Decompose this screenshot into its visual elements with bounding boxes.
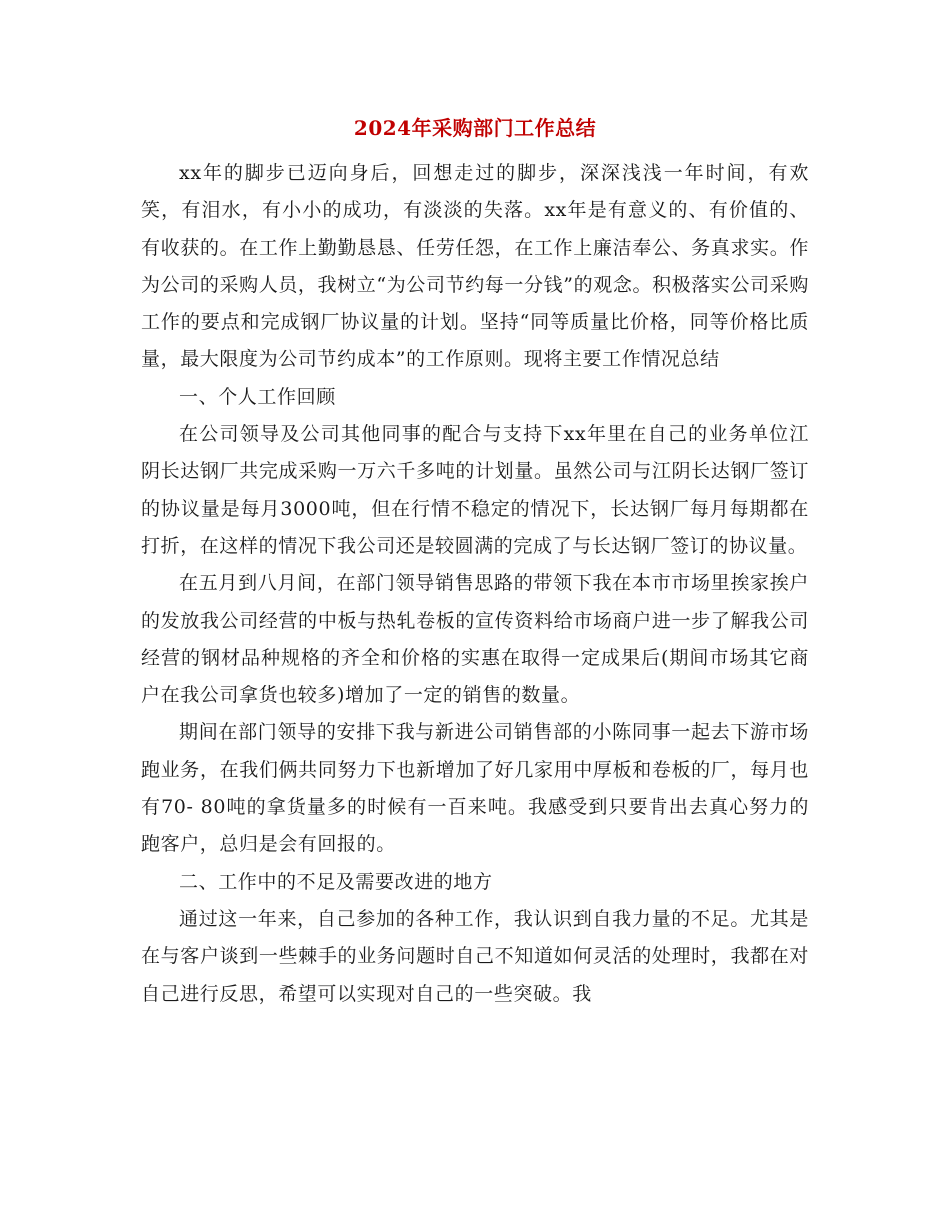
paragraph-reflection: 通过这一年来，自己参加的各种工作，我认识到自我力量的不足。尤其是在与客户谈到一些棘手的业务问题时自己不知道如何灵活的处理时，我都在对自己进行反思，希望可以实现对自己的一些突破。我 xyxy=(141,907,809,1005)
paragraph-procurement: 在公司领导及公司其他同事的配合与支持下xx年里在自己的业务单位江阴长达钢厂共完成采购一万六千多吨的计划量。虽然公司与江阴长达钢厂签订的协议量是每月3000吨，但在行情不稳定的情况下，长达钢厂每月每期都在打折，在这样的情况下我公司还是较圆满的完成了与长达钢厂签订的协议量。 xyxy=(141,423,809,557)
paragraph-downstream: 期间在部门领导的安排下我与新进公司销售部的小陈同事一起去下游市场跑业务，在我们俩共同努力下也新增加了好几家用中厚板和卷板的厂，每月也有70- 80吨的拿货量多的时候有一百来吨。我感受到只要肯出去真心努力的跑客户，总归是会有回报的。 xyxy=(141,721,809,856)
paragraph-intro: xx年的脚步已迈向身后，回想走过的脚步，深深浅浅一年时间，有欢笑，有泪水，有小小的成功，有淡淡的失落。xx年是有意义的、有价值的、有收获的。在工作上勤勤恳恳、任劳任怨，在工作上廉洁奉公、务真求实。作为公司的采购人员，我树立“为公司节约每一分钱”的观念。积极落实公司采购工作的要点和完成钢厂协议量的计划。坚持“同等质量比价格，同等价格比质量，最大限度为公司节约成本”的工作原则。现将主要工作情况总结 xyxy=(141,162,809,371)
paragraph-marketing: 在五月到八月间，在部门领导销售思路的带领下我在本市市场里挨家挨户的发放我公司经营的中板与热轧卷板的宣传资料给市场商户进一步了解我公司经营的钢材品种规格的齐全和价格的实惠在取得一定成果后(期间市场其它商户在我公司拿货也较多)增加了一定的销售的数量。 xyxy=(141,572,809,707)
section-heading-review: 一、个人工作回顾 xyxy=(179,385,336,408)
document-title: 2024年采购部门工作总结 xyxy=(353,116,597,140)
document-body xyxy=(141,155,809,1013)
section-heading-shortcomings: 二、工作中的不足及需要改进的地方 xyxy=(179,870,493,893)
